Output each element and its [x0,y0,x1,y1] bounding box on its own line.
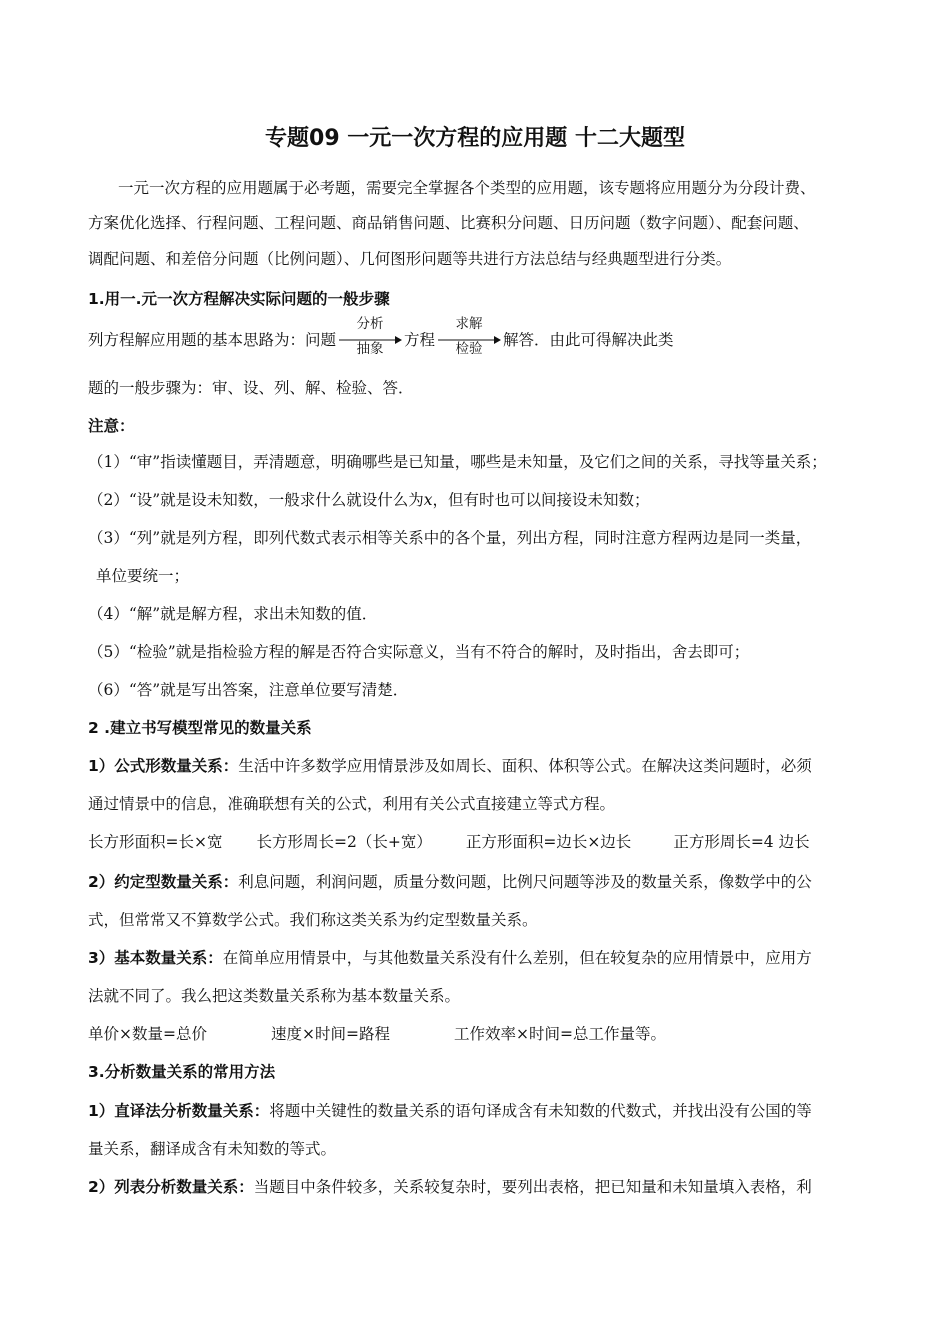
intro-line-3: 调配问题、和差倍分问题（比例问题）、几何图形问题等共进行方法总结与经典题型进行分类。 [88,250,732,268]
formula-line [88,832,810,852]
note-2 [88,490,649,510]
note-4: （4）“解”就是解方程，求出未知数的值． [88,605,378,623]
note-6: （6）“答”就是写出答案，注意单位要写清楚． [88,681,409,699]
intro-line-2: 方案优化选择、行程问题、工程问题、商品销售问题、比赛积分问题、日历问题（数字问题）、配套问题、 [88,214,809,232]
formula-rect-area: 长方形面积=长×宽 [88,833,223,851]
arrow2-top-label: 求解 [455,316,483,332]
section2-p1-text: 生活中许多数学应用情景涉及如周长、面积、体积等公式。在解决这类问题时，必须 [238,757,812,775]
section1-heading: 1.用一.元一次方程解决实际问题的一般步骤 [88,290,390,308]
note-1: （1）“审”指读懂题目，弄清题意，明确哪些是已知量，哪些是未知量，及它们之间的关系，寻找等量关系； [88,453,827,471]
arrow-analyze [338,316,402,357]
section2-p2-cont: 式，但常常又不算数学公式。我们称这类关系为约定型数量关系。 [88,911,538,929]
section3-p2-label: 2）列表分析数量关系： [88,1178,254,1196]
note-label: 注意： [88,417,135,435]
note-3-continued: 单位要统一； [96,567,190,585]
section3-p1-text: 将题中关键性的数量关系的语句译成含有未知数的代数式，并找出没有公国的等 [269,1102,812,1120]
note-2-text-a: （2）“设”就是设未知数，一般求什么就设什么为 [88,491,424,509]
section3-p2-text: 当题目中条件较多，关系较复杂时，要列出表格，把已知量和未知量填入表格，利 [253,1178,812,1196]
steps-line: 题的一般步骤为：审、设、列、解、检验、答． [88,379,414,397]
page-title: 专题09 一元一次方程的应用题 十二大题型 [265,126,685,151]
flow-mid: 方程 [404,331,436,349]
relation-price: 单价×数量=总价 [88,1025,207,1043]
section3-p1-label: 1）直译法分析数量关系： [88,1102,270,1120]
note-2-text-b: ，但有时也可以间接设未知数； [432,491,650,509]
section3-p1 [88,1101,812,1121]
section2-p2 [88,872,812,892]
flow-prefix: 列方程解应用题的基本思路为：问题 [88,331,337,349]
section2-p3-text: 在简单应用情景中，与其他数量关系没有什么差别，但在较复杂的应用情景中，应用方 [222,949,812,967]
section2-p2-label: 2）约定型数量关系： [88,873,239,891]
section3-p1-cont: 量关系，翻译成含有未知数的等式。 [88,1140,337,1158]
variable-x: x [423,491,433,509]
section2-p3 [88,948,812,968]
formula-rect-perimeter: 长方形周长=2（长+宽） [256,833,432,851]
section3-heading: 3.分析数量关系的常用方法 [88,1063,276,1081]
formula-square-perimeter: 正方形周长=4 边长 [673,833,810,851]
arrow1-top-label: 分析 [356,316,384,332]
section2-p3-label: 3）基本数量关系： [88,949,223,967]
formula-square-area: 正方形面积=边长×边长 [465,833,632,851]
section2-heading: 2 .建立书写模型常见的数量关系 [88,719,312,737]
section2-p2-text: 利息问题，利润问题，质量分数问题，比例尺问题等涉及的数量关系，像数学中的公 [238,873,812,891]
relation-speed: 速度×时间=路程 [270,1025,390,1043]
relation-work: 工作效率×时间=总工作量等。 [453,1025,666,1043]
section2-p1-cont: 通过情景中的信息，准确联想有关的公式，利用有关公式直接建立等式方程。 [88,795,616,813]
section3-p2 [88,1177,812,1197]
section2-p1 [88,756,812,776]
note-3: （3）“列”就是列方程，即列代数式表示相等关系中的各个量，列出方程，同时注意方程两边是同一类量， [88,529,812,547]
basic-relations-line [88,1024,666,1044]
flow-suffix: 解答．由此可得解决此类 [503,331,674,349]
arrow1-bottom-label: 抽象 [356,341,384,357]
arrow2-bottom-label: 检验 [455,341,483,357]
flow-line [88,316,674,357]
arrow-solve [437,316,501,357]
intro-line-1: 一元一次方程的应用题属于必考题，需要完全掌握各个类型的应用题，该专题将应用题分为分段计费、 [118,179,816,197]
note-5: （5）“检验”就是指检验方程的解是否符合实际意义，当有不符合的解时，及时指出，舍去即可； [88,643,750,661]
section2-p1-label: 1）公式形数量关系： [88,757,239,775]
section2-p3-cont: 法就不同了。我么把这类数量关系称为基本数量关系。 [88,987,461,1005]
